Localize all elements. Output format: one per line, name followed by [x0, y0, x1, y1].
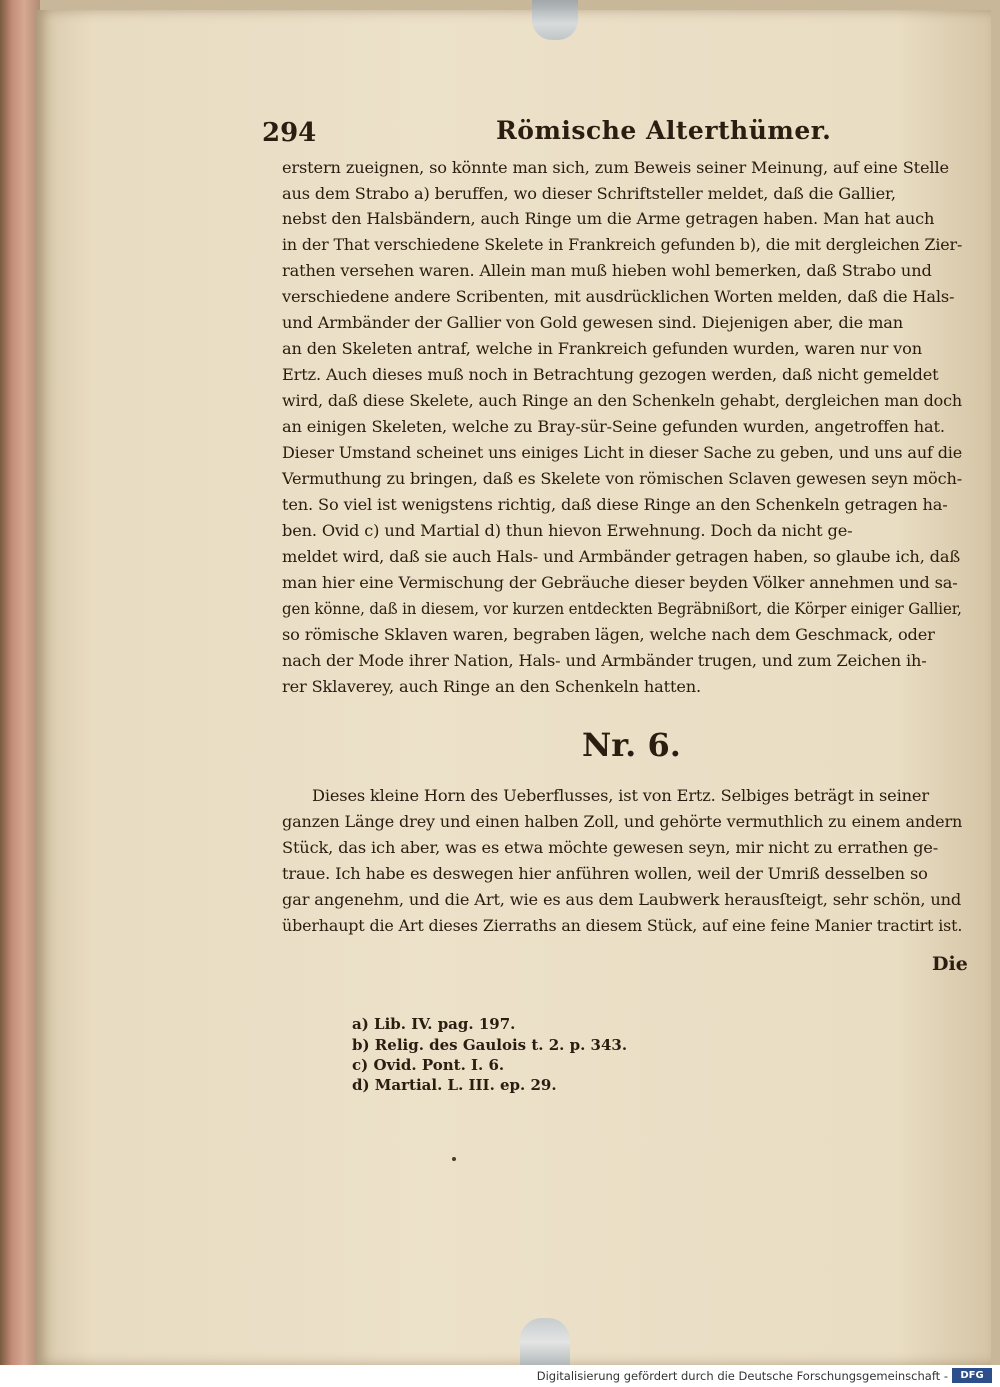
footnote: b) Relig. des Gaulois t. 2. p. 343. [352, 1036, 628, 1054]
text-line: man hier eine Vermischung der Gebräuche dieser beyden Völker annehmen und sa- [282, 573, 958, 592]
text-line: und Armbänder der Gallier von Gold gewesen sind. Diejenigen aber, die man [282, 313, 904, 332]
text-line: Stück, das ich aber, was es etwa möchte gewesen seyn, mir nicht zu errathen ge- [282, 838, 939, 857]
text-line: Dieser Umstand scheinet uns einiges Licht in dieser Sache zu geben, und uns auf die [282, 443, 963, 462]
ink-dot [452, 1157, 456, 1161]
footnote: c) Ovid. Pont. I. 6. [352, 1056, 505, 1074]
text-line: aus dem Strabo a) beruffen, wo dieser Schriftsteller meldet, daß die Gallier, [282, 184, 896, 203]
page-number: 294 [262, 118, 317, 148]
text-line: Ertz. Auch dieses muß noch in Betrachtung gezogen werden, daß nicht gemeldet [282, 365, 939, 384]
text-line: nach der Mode ihrer Nation, Hals- und Armbänder trugen, und zum Zeichen ih- [282, 651, 927, 670]
text-line: meldet wird, daß sie auch Hals- und Armbänder getragen haben, so glaube ich, daß [282, 547, 961, 566]
text-line: Dieses kleine Horn des Ueberflusses, ist von Ertz. Selbiges beträgt in seiner [312, 786, 929, 805]
text-line: ten. So viel ist wenigstens richtig, daß diese Ringe an den Schenkeln getragen ha- [282, 495, 948, 514]
text-line: erstern zueignen, so könnte man sich, zum Beweis seiner Meinung, auf eine Stelle [282, 158, 949, 177]
digitization-credit: Digitalisierung gefördert durch die Deutsche Forschungsgemeinschaft - [536, 1369, 948, 1383]
text-line: verschiedene andere Scribenten, mit ausdrücklichen Worten melden, daß die Hals- [282, 287, 955, 306]
text-line: überhaupt die Art dieses Zierraths an diesem Stück, auf eine feine Manier tractirt ist. [282, 916, 963, 935]
text-line: rer Sklaverey, auch Ringe an den Schenkeln hatten. [282, 677, 702, 696]
section-heading: Nr. 6. [582, 726, 681, 764]
catchword: Die [932, 953, 968, 975]
text-line: Vermuthung zu bringen, daß es Skelete von römischen Sclaven gewesen seyn möch- [282, 469, 963, 488]
page-clip-top [532, 0, 578, 40]
text-line: in der That verschiedene Skelete in Frankreich gefunden b), die mit dergleichen Zier- [282, 235, 963, 254]
text-line: wird, daß diese Skelete, auch Ringe an den Schenkeln gehabt, dergleichen man doch [282, 391, 963, 410]
footnote: a) Lib. IV. pag. 197. [352, 1015, 516, 1033]
dfg-logo: DFG [952, 1368, 992, 1383]
text-line: an den Skeleten antraf, welche in Frankreich gefunden wurden, waren nur von [282, 339, 923, 358]
running-title: Römische Alterthümer. [496, 116, 832, 145]
text-line: gar angenehm, und die Art, wie es aus dem Laubwerk herausſteigt, sehr schön, und [282, 890, 962, 909]
text-line: ben. Ovid c) und Martial d) thun hievon Erwehnung. Doch da nicht ge- [282, 521, 853, 540]
page-clip-bottom [520, 1318, 570, 1365]
book-edge [0, 0, 40, 1365]
footnote: d) Martial. L. III. ep. 29. [352, 1076, 557, 1094]
text-line: gen könne, daß in diesem, vor kurzen entdeckten Begräbnißort, die Körper einiger Gallier, [282, 599, 962, 618]
text-line: an einigen Skeleten, welche zu Bray-sür-Seine gefunden wurden, angetroffen hat. [282, 417, 945, 436]
text-line: traue. Ich habe es deswegen hier anführen wollen, weil der Umriß desselben so [282, 864, 928, 883]
text-line: so römische Sklaven waren, begraben lägen, welche nach dem Geschmack, oder [282, 625, 935, 644]
text-line: rathen versehen waren. Allein man muß hieben wohl bemerken, daß Strabo und [282, 261, 932, 280]
text-line: nebst den Halsbändern, auch Ringe um die Arme getragen haben. Man hat auch [282, 209, 935, 228]
text-line: ganzen Länge drey und einen halben Zoll, und gehörte vermuthlich zu einem andern [282, 812, 963, 831]
